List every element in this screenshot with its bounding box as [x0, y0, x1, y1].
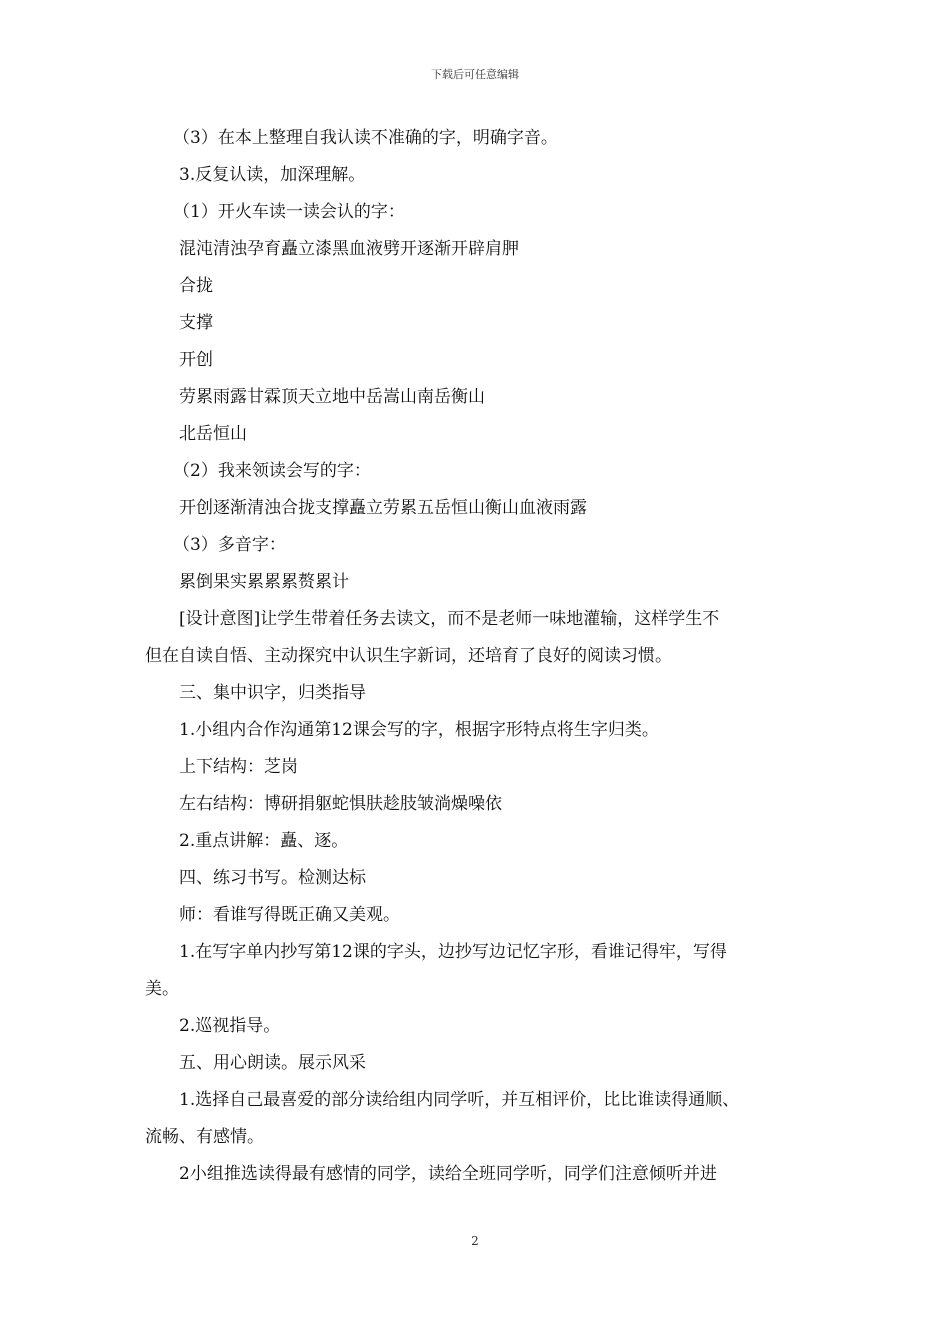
text-line: 2.巡视指导。 — [179, 1016, 281, 1036]
text-line: 但在自读自悟、主动探究中认识生字新词，还培育了良好的阅读习惯。 — [145, 646, 672, 666]
text-line: 开创逐渐清浊合拢支撑矗立劳累五岳恒山衡山血液雨露 — [179, 498, 587, 518]
text-line: 1.在写字单内抄写第12课的字头，边抄写边记忆字形，看谁记得牢，写得 — [179, 942, 727, 962]
text-line: 合拢 — [179, 276, 213, 296]
text-line: 开创 — [179, 350, 213, 370]
text-line: 支撑 — [179, 313, 213, 333]
section-heading: 五、用心朗读。展示风采 — [179, 1053, 366, 1073]
section-heading: 四、练习书写。检测达标 — [179, 868, 366, 888]
text-line: （1）开火车读一读会认的字： — [173, 202, 405, 222]
text-line: 1.选择自己最喜爱的部分读给组内同学听，并互相评价，比比谁读得通顺、 — [179, 1090, 740, 1110]
text-line: 累倒果实累累累赘累计 — [179, 572, 349, 592]
text-line: 3.反复认读，加深理解。 — [179, 165, 366, 185]
text-line: （3）在本上整理自我认读不准确的字，明确字音。 — [173, 128, 558, 148]
text-line: （3）多音字： — [173, 535, 286, 555]
text-line: 混沌清浊孕育矗立漆黑血液劈开逐渐开辟肩胛 — [179, 239, 519, 259]
text-line: 2.重点讲解：矗、逐。 — [179, 831, 349, 851]
text-line: 流畅、有感情。 — [145, 1127, 264, 1147]
document-body — [145, 120, 815, 1193]
text-line: 2小组推选读得最有感情的同学，读给全班同学听，同学们注意倾听并进 — [179, 1164, 717, 1184]
text-line: 美。 — [145, 979, 179, 999]
page-header: 下载后可任意编辑 — [431, 68, 519, 81]
text-line: 1.小组内合作沟通第12课会写的字，根据字形特点将生字归类。 — [179, 720, 659, 740]
page-number: 2 — [471, 1234, 479, 1248]
text-line: 上下结构：芝岗 — [179, 757, 298, 777]
text-line: （2）我来领读会写的字： — [173, 461, 371, 481]
text-line: 师：看谁写得既正确又美观。 — [179, 905, 400, 925]
text-line: 左右结构：博研捐躯蛇惧肤趁肢皱淌燥噪依 — [179, 794, 502, 814]
text-line: [设计意图]让学生带着任务去读文，而不是老师一味地灌输，这样学生不 — [179, 609, 720, 629]
section-heading: 三、集中识字，归类指导 — [179, 683, 366, 703]
text-line: 劳累雨露甘霖顶天立地中岳嵩山南岳衡山 — [179, 387, 485, 407]
text-line: 北岳恒山 — [179, 424, 247, 444]
